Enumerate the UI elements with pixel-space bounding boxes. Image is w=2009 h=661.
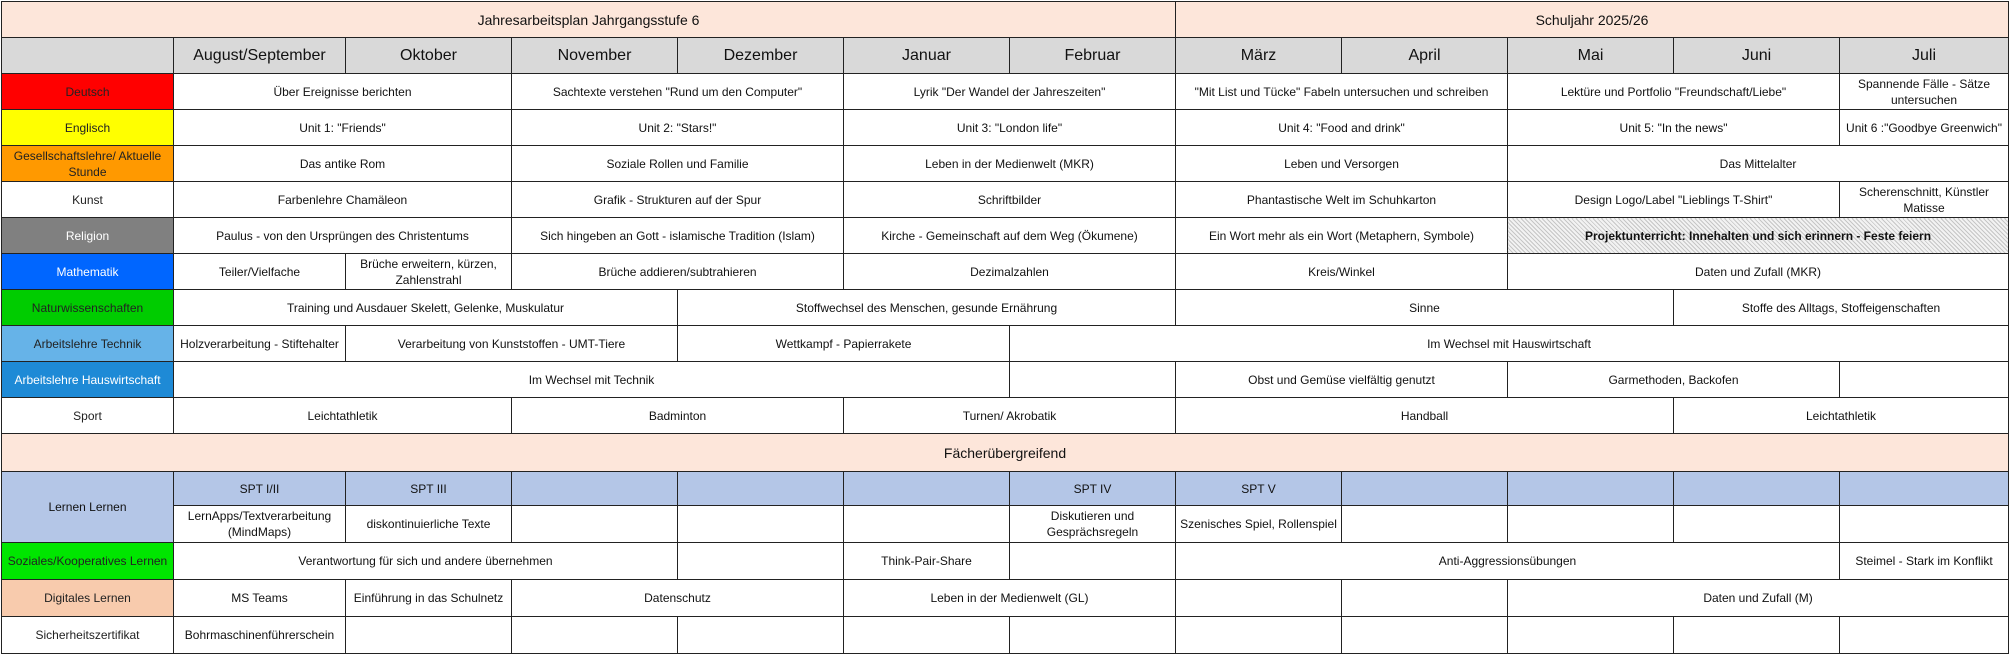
month-header: Februar xyxy=(1010,38,1176,74)
empty-cell xyxy=(1840,506,2009,543)
empty-cell xyxy=(1010,617,1176,654)
plan-cell: Daten und Zufall (MKR) xyxy=(1508,254,2009,290)
subject-row-deutsch xyxy=(2,74,2009,110)
empty-cell xyxy=(678,617,844,654)
plan-cell: Holzverarbeitung - Stiftehalter xyxy=(174,326,346,362)
plan-cell: Kirche - Gemeinschaft auf dem Weg (Ökumene) xyxy=(844,218,1176,254)
plan-cell: Scherenschnitt, Künstler Matisse xyxy=(1840,182,2009,218)
plan-cell: Leben in der Medienwelt (MKR) xyxy=(844,146,1176,182)
subject-row-mathematik xyxy=(2,254,2009,290)
plan-cell: Brüche erweitern, kürzen, Zahlenstrahl xyxy=(346,254,512,290)
plan-cell: Anti-Aggressionsübungen xyxy=(1176,543,1840,580)
plan-cell: Spannende Fälle - Sätze untersuchen xyxy=(1840,74,2009,110)
empty-cell xyxy=(346,617,512,654)
plan-title: Jahresarbeitsplan Jahrgangsstufe 6 xyxy=(2,2,1176,38)
month-header: Dezember xyxy=(678,38,844,74)
plan-cell: diskontinuierliche Texte xyxy=(346,506,512,543)
plan-cell: Teiler/Vielfache xyxy=(174,254,346,290)
plan-cell: Verarbeitung von Kunststoffen - UMT-Tiere xyxy=(346,326,678,362)
subject-label: Arbeitslehre Hauswirtschaft xyxy=(2,362,174,398)
subject-row-gesellschaftslehre-aktuelle-stunde xyxy=(2,146,2009,182)
plan-cell: Brüche addieren/subtrahieren xyxy=(512,254,844,290)
spt-cell xyxy=(844,472,1010,506)
plan-cell: Design Logo/Label "Lieblings T-Shirt" xyxy=(1508,182,1840,218)
plan-cell: Daten und Zufall (M) xyxy=(1508,580,2009,617)
subject-label: Lernen Lernen xyxy=(2,472,174,543)
plan-cell: Im Wechsel mit Hauswirtschaft xyxy=(1010,326,2009,362)
plan-cell: Leben und Versorgen xyxy=(1176,146,1508,182)
plan-cell: Phantastische Welt im Schuhkarton xyxy=(1176,182,1508,218)
plan-cell: Szenisches Spiel, Rollenspiel xyxy=(1176,506,1342,543)
empty-cell xyxy=(844,617,1010,654)
subject-label: Sport xyxy=(2,398,174,434)
month-header: Mai xyxy=(1508,38,1674,74)
empty-cell xyxy=(1010,362,1176,398)
empty-cell xyxy=(1176,580,1342,617)
subject-row-kunst xyxy=(2,182,2009,218)
spt-cell xyxy=(512,472,678,506)
subject-row-digitales-lernen xyxy=(2,580,2009,617)
subject-label: Englisch xyxy=(2,110,174,146)
subject-label: Soziales/Kooperatives Lernen xyxy=(2,543,174,580)
spt-cell: SPT IV xyxy=(1010,472,1176,506)
plan-cell: Projektunterricht: Innehalten und sich erinnern - Feste feiern xyxy=(1508,218,2009,254)
title-row xyxy=(2,2,2009,38)
plan-cell: Leichtathletik xyxy=(1674,398,2009,434)
plan-cell: Stoffe des Alltags, Stoffeigenschaften xyxy=(1674,290,2009,326)
spt-cell xyxy=(1342,472,1508,506)
spt-cell: SPT III xyxy=(346,472,512,506)
subject-row-sport xyxy=(2,398,2009,434)
section-row xyxy=(2,434,2009,472)
plan-cell: Das antike Rom xyxy=(174,146,512,182)
plan-cell: Sinne xyxy=(1176,290,1674,326)
plan-cell: Unit 4: "Food and drink" xyxy=(1176,110,1508,146)
month-header: Januar xyxy=(844,38,1010,74)
subject-row-englisch xyxy=(2,110,2009,146)
month-header: August/September xyxy=(174,38,346,74)
subject-label: Sicherheitszertifikat xyxy=(2,617,174,654)
annual-plan-table xyxy=(1,1,2009,654)
corner-cell xyxy=(2,38,174,74)
empty-cell xyxy=(1674,617,1840,654)
plan-cell: Lyrik "Der Wandel der Jahreszeiten" xyxy=(844,74,1176,110)
empty-cell xyxy=(1176,617,1342,654)
plan-cell: Dezimalzahlen xyxy=(844,254,1176,290)
plan-cell: "Mit List und Tücke" Fabeln untersuchen und schreiben xyxy=(1176,74,1508,110)
spt-cell xyxy=(1508,472,1674,506)
month-header: Oktober xyxy=(346,38,512,74)
plan-cell: Badminton xyxy=(512,398,844,434)
plan-cell: Soziale Rollen und Familie xyxy=(512,146,844,182)
plan-cell: Grafik - Strukturen auf der Spur xyxy=(512,182,844,218)
month-header: Juni xyxy=(1674,38,1840,74)
plan-cell: Sachtexte verstehen "Rund um den Computer" xyxy=(512,74,844,110)
plan-cell: Das Mittelalter xyxy=(1508,146,2009,182)
plan-cell: Turnen/ Akrobatik xyxy=(844,398,1176,434)
subject-label: Digitales Lernen xyxy=(2,580,174,617)
plan-cell: Ein Wort mehr als ein Wort (Metaphern, Symbole) xyxy=(1176,218,1508,254)
plan-cell: Kreis/Winkel xyxy=(1176,254,1508,290)
plan-cell: Einführung in das Schulnetz xyxy=(346,580,512,617)
subject-row-sicherheitszertifikat xyxy=(2,617,2009,654)
subject-label: Gesellschaftslehre/ Aktuelle Stunde xyxy=(2,146,174,182)
subject-label: Kunst xyxy=(2,182,174,218)
plan-cell: Datenschutz xyxy=(512,580,844,617)
spt-cell xyxy=(1840,472,2009,506)
plan-cell: Bohrmaschinenführerschein xyxy=(174,617,346,654)
subject-row-arbeitslehre-technik xyxy=(2,326,2009,362)
plan-cell: Think-Pair-Share xyxy=(844,543,1010,580)
subject-label: Mathematik xyxy=(2,254,174,290)
spt-cell: SPT I/II xyxy=(174,472,346,506)
month-header: April xyxy=(1342,38,1508,74)
plan-cell: Garmethoden, Backofen xyxy=(1508,362,1840,398)
plan-cell: LernApps/Textverarbeitung (MindMaps) xyxy=(174,506,346,543)
plan-cell: Über Ereignisse berichten xyxy=(174,74,512,110)
section-title: Fächerübergreifend xyxy=(2,434,2009,472)
subject-label: Naturwissenschaften xyxy=(2,290,174,326)
subject-row-religion xyxy=(2,218,2009,254)
empty-cell xyxy=(1840,362,2009,398)
plan-cell: Unit 2: "Stars!" xyxy=(512,110,844,146)
empty-cell xyxy=(512,617,678,654)
month-header: Juli xyxy=(1840,38,2009,74)
lernen-content-row xyxy=(2,506,2009,543)
plan-cell: Lektüre und Portfolio "Freundschaft/Liebe" xyxy=(1508,74,1840,110)
plan-cell: Diskutieren und Gesprächsregeln xyxy=(1010,506,1176,543)
empty-cell xyxy=(512,506,678,543)
empty-cell xyxy=(844,506,1010,543)
empty-cell xyxy=(1840,617,2009,654)
plan-cell: Wettkampf - Papierrakete xyxy=(678,326,1010,362)
subject-label: Religion xyxy=(2,218,174,254)
empty-cell xyxy=(678,543,844,580)
month-header: November xyxy=(512,38,678,74)
plan-cell: Obst und Gemüse vielfältig genutzt xyxy=(1176,362,1508,398)
plan-cell: Leben in der Medienwelt (GL) xyxy=(844,580,1176,617)
plan-cell: Leichtathletik xyxy=(174,398,512,434)
empty-cell xyxy=(1342,506,1508,543)
plan-cell: Paulus - von den Ursprüngen des Christentums xyxy=(174,218,512,254)
spt-cell xyxy=(678,472,844,506)
subject-row-lernen-lernen xyxy=(2,472,2009,506)
plan-cell: MS Teams xyxy=(174,580,346,617)
empty-cell xyxy=(1010,543,1176,580)
empty-cell xyxy=(678,506,844,543)
plan-cell: Verantwortung für sich und andere übernehmen xyxy=(174,543,678,580)
month-header: März xyxy=(1176,38,1342,74)
plan-cell: Unit 1: "Friends" xyxy=(174,110,512,146)
plan-cell: Schriftbilder xyxy=(844,182,1176,218)
plan-cell: Unit 5: "In the news" xyxy=(1508,110,1840,146)
subject-row-arbeitslehre-hauswirtschaft xyxy=(2,362,2009,398)
empty-cell xyxy=(1508,506,1674,543)
subject-row-naturwissenschaften xyxy=(2,290,2009,326)
empty-cell xyxy=(1342,580,1508,617)
spt-cell xyxy=(1674,472,1840,506)
plan-cell: Farbenlehre Chamäleon xyxy=(174,182,512,218)
school-year: Schuljahr 2025/26 xyxy=(1176,2,2009,38)
plan-cell: Handball xyxy=(1176,398,1674,434)
month-header-row xyxy=(2,38,2009,74)
plan-cell: Sich hingeben an Gott - islamische Tradition (Islam) xyxy=(512,218,844,254)
plan-cell: Steimel - Stark im Konflikt xyxy=(1840,543,2009,580)
subject-label: Deutsch xyxy=(2,74,174,110)
plan-cell: Im Wechsel mit Technik xyxy=(174,362,1010,398)
empty-cell xyxy=(1508,617,1674,654)
empty-cell xyxy=(1674,506,1840,543)
plan-cell: Unit 3: "London life" xyxy=(844,110,1176,146)
spt-cell: SPT V xyxy=(1176,472,1342,506)
subject-row-soziales-kooperatives-lernen xyxy=(2,543,2009,580)
plan-cell: Training und Ausdauer Skelett, Gelenke, Muskulatur xyxy=(174,290,678,326)
subject-label: Arbeitslehre Technik xyxy=(2,326,174,362)
plan-cell: Unit 6 :"Goodbye Greenwich" xyxy=(1840,110,2009,146)
empty-cell xyxy=(1342,617,1508,654)
plan-cell: Stoffwechsel des Menschen, gesunde Ernährung xyxy=(678,290,1176,326)
